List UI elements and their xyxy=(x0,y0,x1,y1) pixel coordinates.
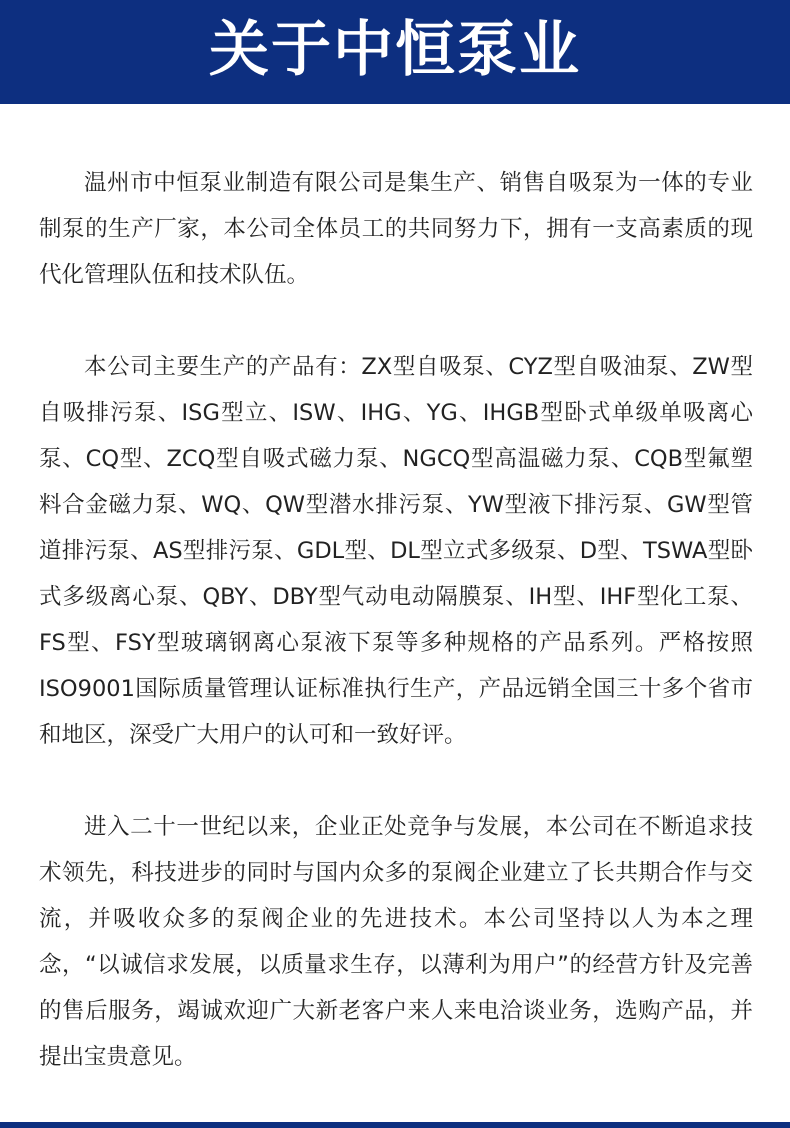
page-title: 关于中恒泵业 xyxy=(209,15,581,85)
paragraph-company-intro: 温州市中恒泵业制造有限公司是集生产、销售自吸泵为一体的专业制泵的生产厂家，本公司全体员工的共同努力下，拥有一支高素质的现代化管理队伍和技术队伍。 xyxy=(39,170,753,288)
paragraph-philosophy: 进入二十一世纪以来，企业正处竞争与发展，本公司在不断追求技术领先，科技进步的同时与国内众多的泵阀企业建立了长共期合作与交流，并吸收众多的泵阀企业的先进技术。本公司坚持以人为本之理念，“以诚信求发展，以质量求生存，以薄利为用户”的经营方针及完善的售后服务，竭诚欢迎广大新老客户来人来电洽谈业务，选购产品，并提出宝贵意见。 xyxy=(39,814,753,1070)
about-text-body xyxy=(39,160,753,1080)
paragraph-product-list: 本公司主要生产的产品有：ZX型自吸泵、CYZ型自吸油泵、ZW型自吸排污泵、ISG型立、ISW、IHG、YG、IHGB型卧式单级单吸离心泵、CQ型、ZCQ型自吸式磁力泵、NGCQ型高温磁力泵、CQB型氟塑料合金磁力泵、WQ、QW型潜水排污泵、YW型液下排污泵、GW型管道排污泵、AS型排污泵、GDL型、DL型立式多级泵、D型、TSWA型卧式多级离心泵、QBY、DBY型气动电动隔膜泵、IH型、IHF型化工泵、FS型、FSY型玻璃钢离心泵液下泵等多种规格的产品系列。严格按照ISO9001国际质量管理认证标准执行生产，产品远销全国三十多个省市和地区，深受广大用户的认可和一致好评。 xyxy=(39,354,753,748)
footer-divider xyxy=(0,1122,790,1128)
header-banner xyxy=(0,0,790,104)
